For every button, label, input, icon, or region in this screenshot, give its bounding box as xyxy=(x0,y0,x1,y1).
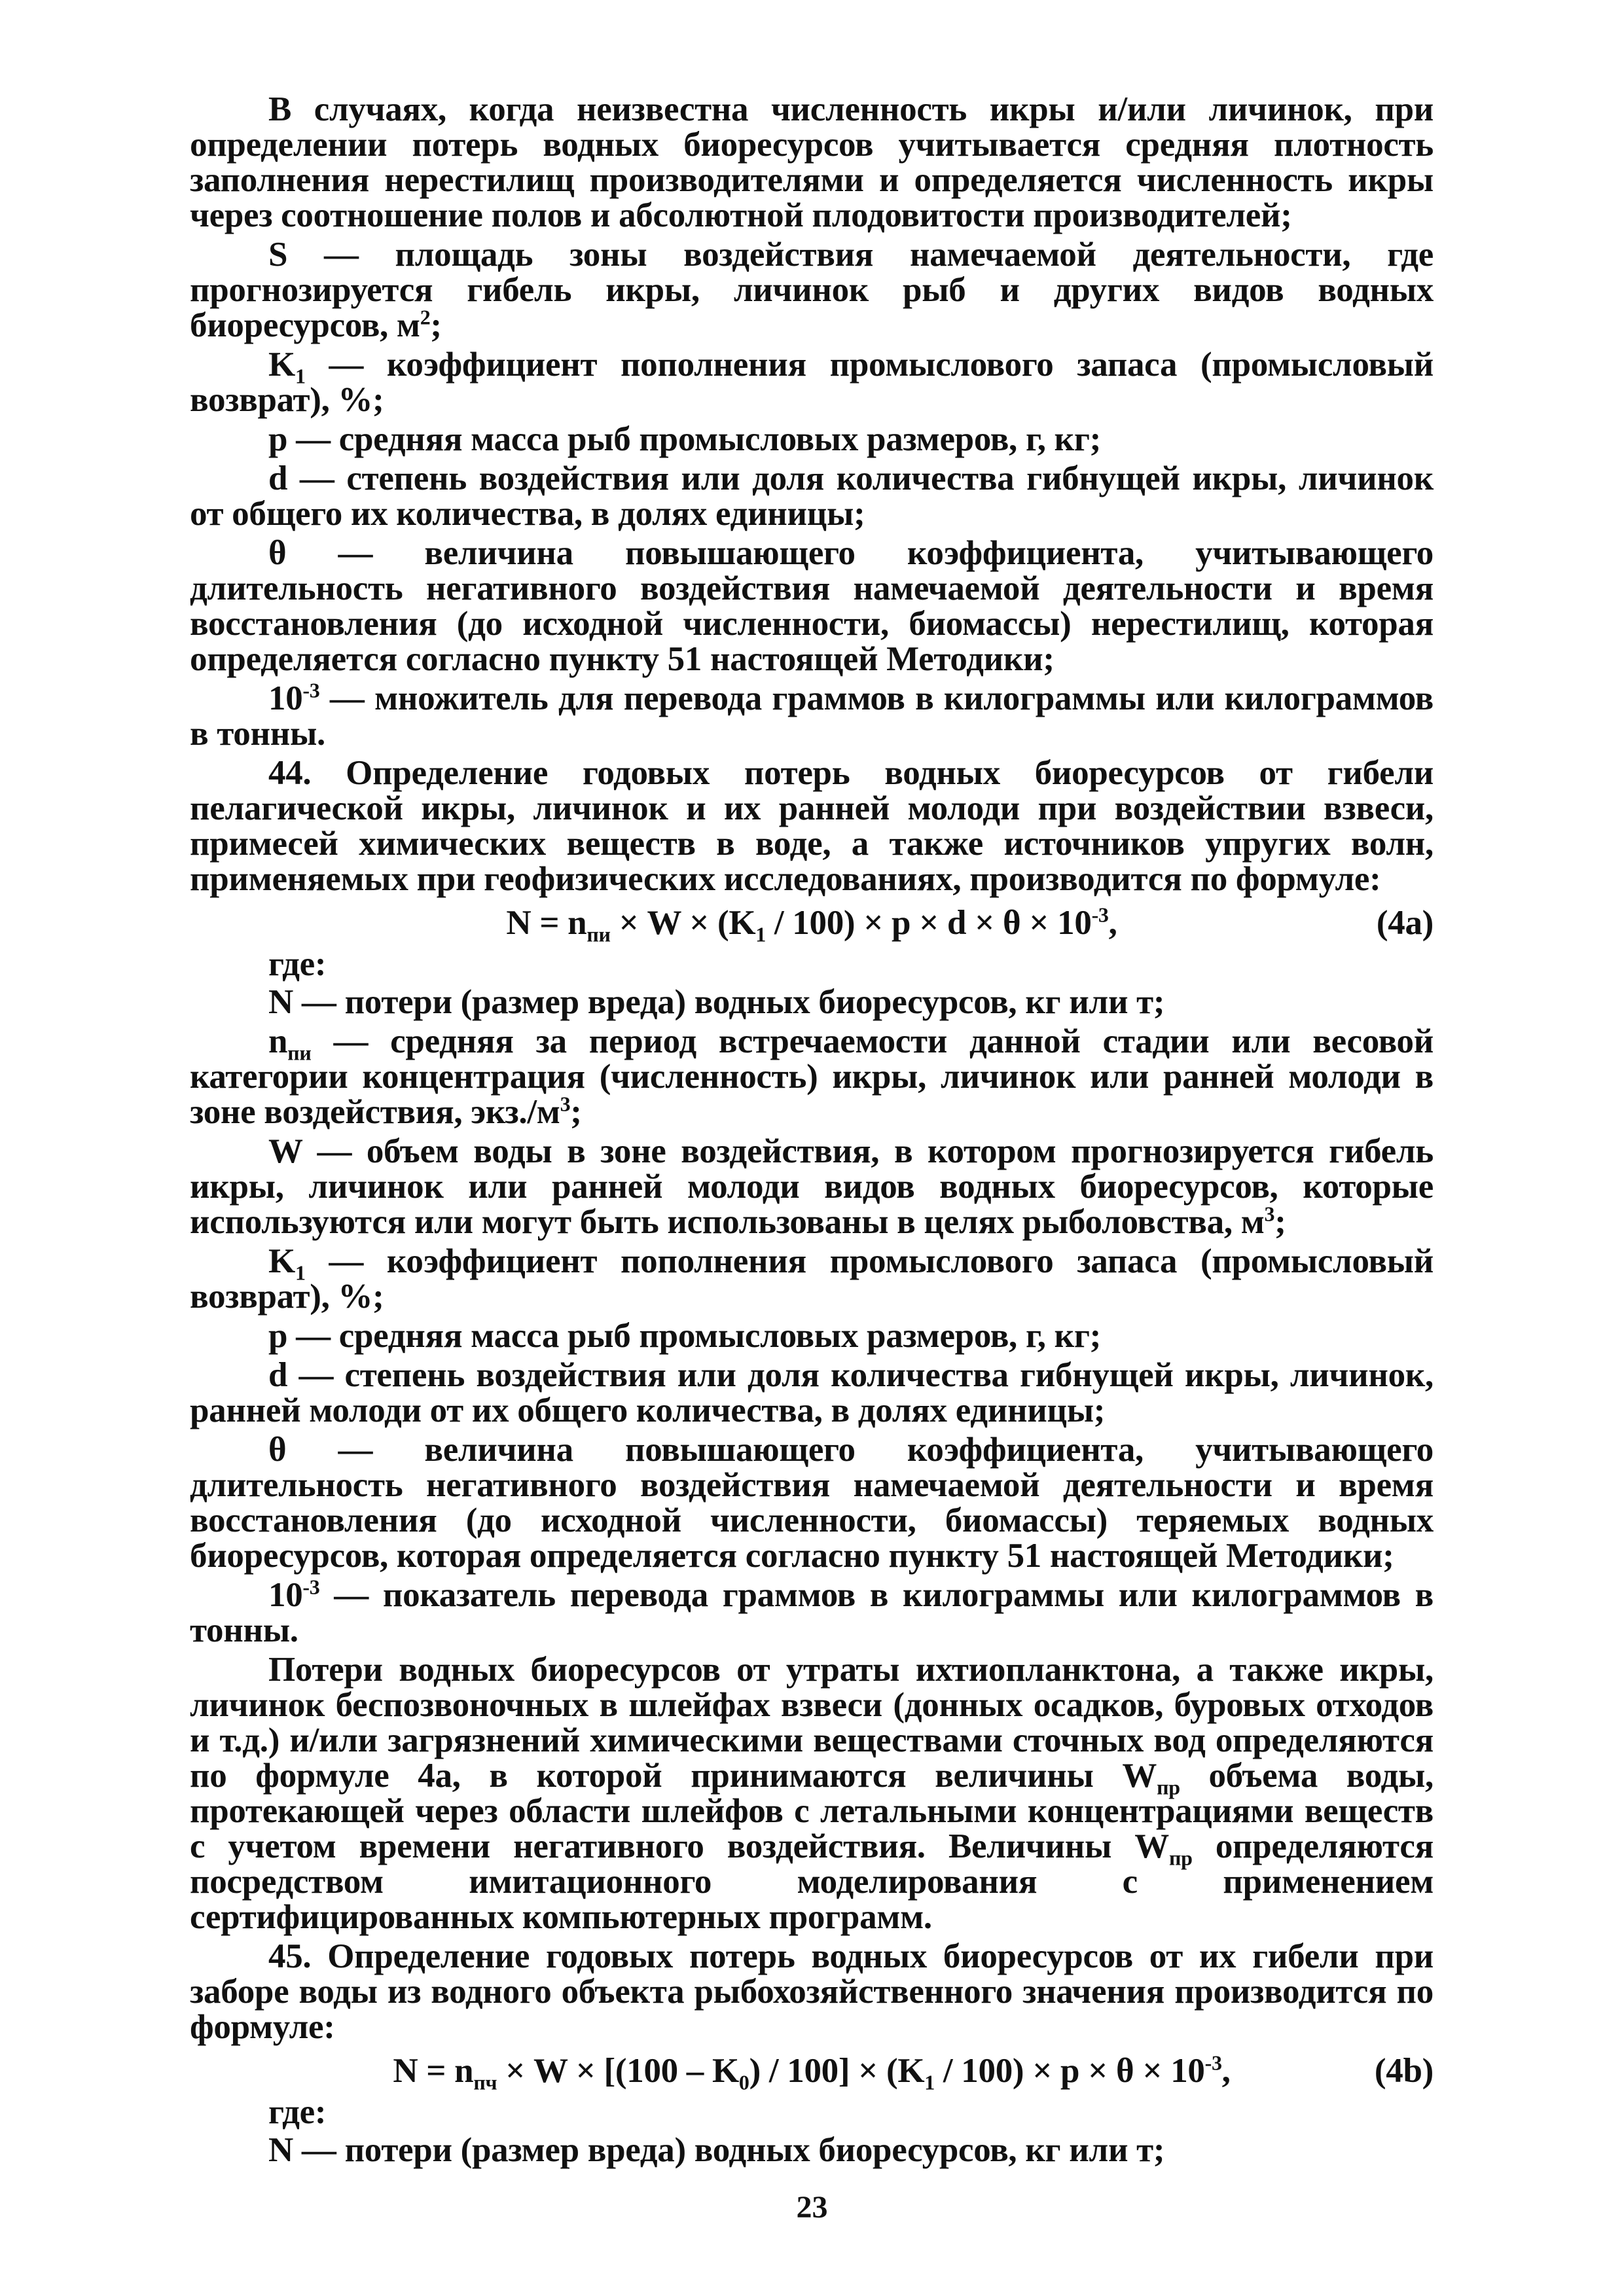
definition-theta-2 xyxy=(190,1432,1434,1573)
section-44 xyxy=(190,755,1434,897)
definition-text: d — степень воздействия или доля количества гибнущей икры, личинок от общего их количества, в долях единицы; xyxy=(190,459,1434,533)
where-label: где: xyxy=(268,945,327,983)
definition-text: p — средняя масса рыб промысловых размеров, г, кг; xyxy=(268,420,1101,458)
where-label: где: xyxy=(268,2093,327,2131)
paragraph xyxy=(190,92,1434,233)
definition-k1 xyxy=(190,347,1434,418)
definition-text: θ — величина повышающего коэффициента, учитывающего длительность негативного воздействия намечаемой деятельности и время восстановления (до исходной численности, биомассы) нерестилищ, которая определяется согласно пункту 51 настоящей Методики; xyxy=(190,534,1434,678)
definition-npi: $n_{пи}$ — средняя за период встречаемости данной стадии или весовой категории концентрация (численность) икры, личинок или ранней молоди в зоне воздействия, $экз./м^3$; xyxy=(190,1022,1434,1131)
section-45 xyxy=(190,1939,1434,2045)
definition-text: ; xyxy=(430,306,442,344)
formula-expression: $N = n_{пч} \times W \times [(100 - K_0) / 100] \times (K_1 / 100) \times p \times \theta \times 10^{-3}$, xyxy=(393,2051,1231,2094)
document-body xyxy=(190,92,1434,2172)
superscript: 2 xyxy=(420,305,431,329)
definition-k1-2: $K_1$ — коэффициент пополнения промыслового запаса (промысловый возврат), %; xyxy=(190,1242,1434,1316)
definition-text: K xyxy=(268,346,295,384)
definition-text: S — площадь зоны воздействия намечаемой деятельности, где прогнозируется гибель икры, личинок рыб и других видов водных биоресурсов, м xyxy=(190,236,1434,344)
definition-p-2 xyxy=(190,1318,1434,1354)
definition-text: N — потери (размер вреда) водных биоресурсов, кг или т; xyxy=(268,2131,1165,2169)
definition-text: d — степень воздействия или доля количества гибнущей икры, личинок, ранней молоди от их общего количества, в долях единицы; xyxy=(190,1356,1434,1429)
definition-d-2 xyxy=(190,1357,1434,1428)
paragraph-text: 44. Определение годовых потерь водных биоресурсов от гибели пелагической икры, личинок и их ранней молоди при воздействии взвеси, примесей химических веществ в воде, а также источников упругих волн, применяемых при геофизических исследованиях, производится по формуле: xyxy=(190,754,1434,898)
definition-multiplier xyxy=(190,678,1434,753)
paragraph-text: В случаях, когда неизвестна численность икры и/или личинок, при определении потерь водных биоресурсов учитывается средняя плотность заполнения нерестилищ производителями и определяется численность икры через соотношение полов и абсолютной плодовитости производителей; xyxy=(190,90,1434,234)
definition-text: — множитель для перевода граммов в килограммы или килограммов в тонны. xyxy=(190,679,1434,753)
definition-multiplier-2: $10^{-3}$ — показатель перевода граммов в килограммы или килограммов в тонны. xyxy=(190,1575,1434,1649)
page-number: 23 xyxy=(796,2190,828,2225)
definition-text: — коэффициент пополнения промыслового запаса (промысловый возврат), %; xyxy=(190,346,1434,419)
definition-text: 10 xyxy=(268,679,303,717)
superscript: -3 xyxy=(302,678,320,702)
definition-d xyxy=(190,461,1434,531)
formula-expression: $N = n_{пи} \times W \times (K_1 / 100) \times p \times d \times \theta \times 10^{-3}$, xyxy=(506,903,1117,946)
definition-n-2 xyxy=(190,2132,1434,2168)
definition-s xyxy=(190,237,1434,343)
definition-text: N — потери (размер вреда) водных биоресурсов, кг или т; xyxy=(268,983,1165,1021)
paragraph-ichthyoplankton: Потери водных биоресурсов от утраты ихтиопланктона, а также икры, личинок беспозвоночных в шлейфах взвеси (донных осадков, буровых отходов и т.д.) и/или загрязнений химическими веществами сточных вод определяются по формуле 4а, в которой принимаются величины $W_{пр}$ объема воды, протекающей через области шлейфов с летальными концентрациями веществ с учетом времени негативного воздействия. Величины $W_{пр}$ определяются посредством имитационного моделирования с применением сертифицированных компьютерных программ. xyxy=(190,1651,1434,1936)
definition-text: p — средняя масса рыб промысловых размеров, г, кг; xyxy=(268,1317,1101,1355)
subscript: 1 xyxy=(295,364,306,388)
definition-text: θ — величина повышающего коэффициента, учитывающего длительность негативного воздействия намечаемой деятельности и время восстановления (до исходной численности, биомассы) теряемых водных биоресурсов, которая определяется согласно пункту 51 настоящей Методики; xyxy=(190,1431,1434,1575)
formula-4a xyxy=(190,903,1434,946)
paragraph-text: 45. Определение годовых потерь водных биоресурсов от их гибели при заборе воды из водного объекта рыбохозяйственного значения производится по формуле: xyxy=(190,1937,1434,2046)
definition-theta xyxy=(190,535,1434,677)
definition-p xyxy=(190,422,1434,457)
definition-w: W — объем воды в зоне воздействия, в котором прогнозируется гибель икры, личинок или ранней молоди видов водных биоресурсов, которые используются или могут быть использованы в целях рыболовства, $м^3$; xyxy=(190,1132,1434,1241)
formula-4b xyxy=(190,2051,1434,2094)
definition-n xyxy=(190,984,1434,1020)
equation-number: (4b) xyxy=(1374,2052,1434,2090)
equation-number: (4a) xyxy=(1376,904,1434,942)
